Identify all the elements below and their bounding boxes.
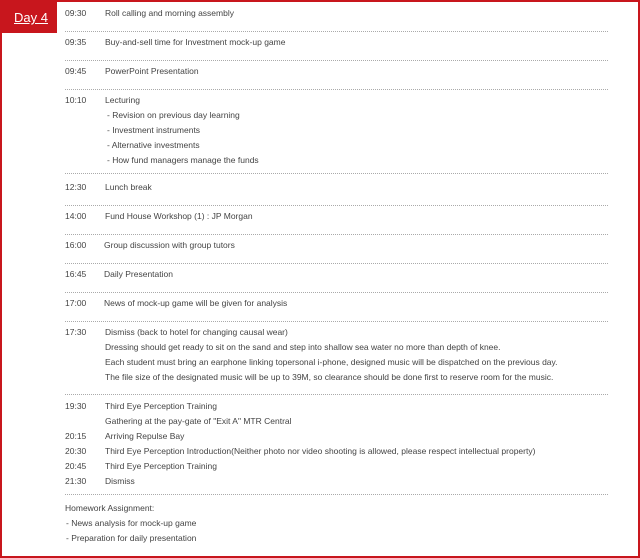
schedule-line [65, 6, 608, 21]
time-label: 19:30 [65, 401, 87, 411]
schedule-line [65, 296, 608, 311]
activity-text: Third Eye Perception Training [105, 461, 217, 471]
time-label: 20:15 [65, 431, 87, 441]
schedule-line [65, 325, 608, 340]
activity-text: Third Eye Perception Introduction(Neither photo nor video shooting is allowed, please respect intellectual property) [105, 446, 536, 456]
activity-text: Gathering at the pay-gate of "Exit A" MTR Central [105, 416, 292, 426]
schedule-line [65, 267, 608, 282]
time-label: 21:30 [65, 476, 87, 486]
schedule-line [65, 355, 608, 370]
activity-text: Third Eye Perception Training [105, 401, 217, 411]
activity-text: PowerPoint Presentation [105, 66, 199, 76]
activity-text: Lunch break [105, 182, 152, 192]
schedule-row [65, 325, 608, 395]
activity-text: News of mock-up game will be given for analysis [104, 298, 288, 308]
activity-text: Lecturing [105, 95, 140, 105]
time-label: 09:30 [65, 8, 87, 18]
schedule-line [65, 180, 608, 195]
time-label: 20:45 [65, 461, 87, 471]
day-tab [2, 2, 57, 33]
activity-text: Each student must bring an earphone linking topersonal i-phone, designed music will be dispatched on the previous day. [105, 357, 558, 367]
schedule-line [65, 138, 608, 153]
homework-item: - News analysis for mock-up game [66, 518, 197, 528]
schedule-row [65, 296, 608, 322]
activity-text: Roll calling and morning assembly [105, 8, 234, 18]
time-label: 17:00 [65, 298, 87, 308]
schedule-row [65, 180, 608, 206]
activity-text: Buy-and-sell time for Investment mock-up game [105, 37, 286, 47]
schedule-row [65, 209, 608, 235]
activity-text: - Revision on previous day learning [107, 110, 240, 120]
activity-text: Arriving Repulse Bay [105, 431, 185, 441]
schedule-line [65, 209, 608, 224]
time-label: 20:30 [65, 446, 87, 456]
activity-text: Group discussion with group tutors [104, 240, 235, 250]
schedule-line [65, 459, 608, 474]
schedule-row [65, 93, 608, 174]
homework-title: Homework Assignment: [65, 503, 155, 513]
time-label: 10:10 [65, 95, 87, 105]
schedule-row [65, 6, 608, 32]
schedule-row [65, 267, 608, 293]
schedule-line [65, 123, 608, 138]
schedule-line [65, 93, 608, 108]
schedule-line [65, 238, 608, 253]
time-label: 17:30 [65, 327, 87, 337]
activity-text: Dressing should get ready to sit on the sand and step into shallow sea water no more than depth of knee. [105, 342, 501, 352]
day-label: Day 4 [14, 10, 48, 25]
time-label: 16:45 [65, 269, 87, 279]
schedule-line [65, 414, 608, 429]
activity-text: - Alternative investments [107, 140, 200, 150]
activity-text: Fund House Workshop (1) : JP Morgan [105, 211, 253, 221]
schedule-row [65, 35, 608, 61]
schedule-line [65, 370, 608, 385]
homework-item: - Preparation for daily presentation [66, 533, 197, 543]
schedule-row [65, 64, 608, 90]
activity-text: - Investment instruments [107, 125, 201, 135]
schedule-line [65, 64, 608, 79]
schedule-line [65, 399, 608, 414]
schedule-line [65, 474, 608, 489]
schedule-row [65, 238, 608, 264]
time-label: 09:45 [65, 66, 87, 76]
activity-text: The file size of the designated music will be up to 39M, so clearance should be done first to reserve room for the music. [105, 372, 554, 382]
schedule-row [65, 399, 608, 495]
schedule-line [65, 153, 608, 168]
time-label: 16:00 [65, 240, 87, 250]
schedule-line [65, 35, 608, 50]
time-label: 14:00 [65, 211, 87, 221]
time-label: 09:35 [65, 37, 87, 47]
activity-text: Daily Presentation [104, 269, 173, 279]
schedule-line [65, 429, 608, 444]
schedule-line [65, 108, 608, 123]
activity-text: Dismiss [105, 476, 135, 486]
schedule-line [65, 444, 608, 459]
time-label: 12:30 [65, 182, 87, 192]
activity-text: - How fund managers manage the funds [107, 155, 259, 165]
schedule-line [65, 340, 608, 355]
homework-section [65, 501, 608, 546]
activity-text: Dismiss (back to hotel for changing causal wear) [105, 327, 288, 337]
